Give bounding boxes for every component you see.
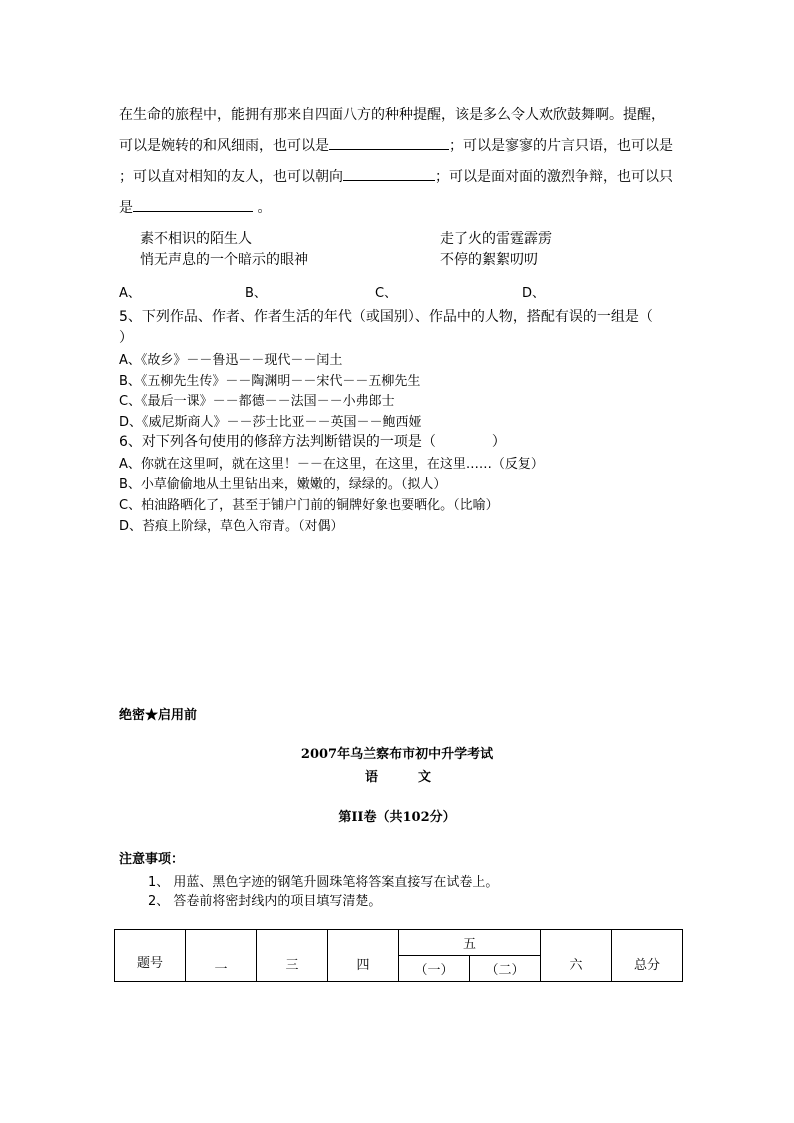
blank-2[interactable] <box>343 166 435 181</box>
score-col-6: 六 <box>541 930 612 982</box>
score-col-3: 三 <box>257 930 328 982</box>
passage-line-4-end: 。 <box>257 200 272 216</box>
option-right-2: 不停的絮絮叨叨 <box>440 252 538 268</box>
passage-line-2-end: ；可以是寥寥的片言只语，也可以是 <box>449 138 673 154</box>
passage-line-3-end: ；可以是面对面的激烈争辩，也可以只 <box>435 169 673 185</box>
passage-line-3-start: ；可以直对相知的友人，也可以朝向 <box>119 169 343 185</box>
q5-stem: 5、下列作品、作者、作者生活的年代（或国别）、作品中的人物，搭配有误的一组是（ <box>119 309 653 325</box>
q6-choice-b: B、小草偷偷地从土里钻出来，嫩嫩的，绿绿的。（拟人） <box>119 477 447 492</box>
exam-title: 2007年乌兰察布市初中升学考试 <box>300 747 494 762</box>
passage-line-3 <box>119 166 673 186</box>
blank-3[interactable] <box>133 197 253 212</box>
passage-line-4 <box>119 197 271 217</box>
subject-char-1: 语 <box>365 770 379 785</box>
score-table <box>114 929 683 982</box>
q6-choice-c: C、柏油路晒化了，甚至于铺户门前的铜牌好象也要晒化。（比喻） <box>119 498 499 513</box>
option-left-2: 悄无声息的一个暗示的眼神 <box>140 252 308 268</box>
blank-1[interactable] <box>329 135 449 150</box>
passage-line-4-start: 是 <box>119 200 133 216</box>
score-col-5-sub-2: （二） <box>470 956 541 982</box>
secret-label: 绝密★启用前 <box>119 708 198 723</box>
note-item-1: 1、 用蓝、黑色字迹的钢笔升圆珠笔将答案直接写在试卷上。 <box>148 875 499 890</box>
q5-choice-a: A、《故乡》－－鲁迅－－现代－－闰土 <box>119 353 343 368</box>
notes-title: 注意事项： <box>119 852 185 867</box>
score-col-4: 四 <box>328 930 399 982</box>
score-label: 题号 <box>115 930 186 982</box>
score-total: 总分 <box>612 930 683 982</box>
q5-choice-d: D、《威尼斯商人》－－莎士比亚－－英国－－鲍西娅 <box>119 415 422 430</box>
score-col-5-sub-1: （一） <box>399 956 470 982</box>
subject-char-2: 文 <box>418 770 432 785</box>
answer-c: C、 <box>375 286 398 301</box>
option-right-1: 走了火的雷霆霹雳 <box>440 231 552 247</box>
answer-a: A、 <box>119 286 141 301</box>
q6-stem: 6、对下列各句使用的修辞方法判断错误的一项是（ ） <box>119 434 506 450</box>
passage-line-2-start: 可以是婉转的和风细雨，也可以是 <box>119 138 329 154</box>
q6-choice-d: D、苔痕上阶绿，草色入帘青。（对偶） <box>119 519 344 534</box>
note-item-2: 2、 答卷前将密封线内的项目填写清楚。 <box>148 894 382 909</box>
volume-title: 第II卷（共102分） <box>338 810 456 825</box>
passage-line-1: 在生命的旅程中，能拥有那来自四面八方的种种提醒，该是多么令人欢欣鼓舞啊。提醒， <box>119 107 665 123</box>
q5-choice-c: C、《最后一课》－－都德－－法国－－小弗郎士 <box>119 394 395 409</box>
q6-choice-a: A、你就在这里呵，就在这里！－－在这里，在这里，在这里……（反复） <box>119 457 544 472</box>
answer-d: D、 <box>522 286 546 301</box>
q5-stem-end: ） <box>119 330 133 346</box>
option-left-1: 素不相识的陌生人 <box>140 231 252 247</box>
answer-b: B、 <box>245 286 267 301</box>
score-col-1: 一 <box>186 930 257 982</box>
passage-line-2 <box>119 135 673 155</box>
q5-choice-b: B、《五柳先生传》－－陶渊明－－宋代－－五柳先生 <box>119 374 421 389</box>
score-col-5-group: 五 <box>399 930 541 956</box>
